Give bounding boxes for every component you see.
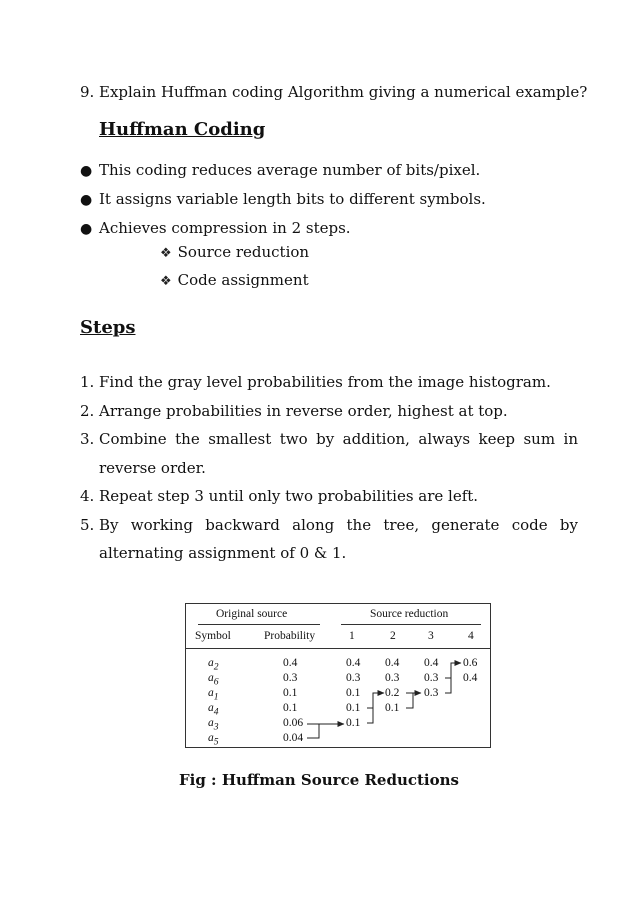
step-item: 2. Arrange probabilities in reverse order, highest at top. bbox=[80, 401, 508, 420]
step-item: 1. Find the gray level probabilities from the image histogram. bbox=[80, 373, 551, 391]
symbol-cell: $a_6$ bbox=[208, 672, 219, 688]
reduction-1-cell: 0.1 bbox=[346, 717, 361, 729]
arrow-prob-to-r1 bbox=[307, 724, 344, 738]
step-item: 4. Repeat step 3 until only two probabilities are left. bbox=[80, 487, 479, 505]
diamond-bullet-icon: ❖ bbox=[160, 246, 172, 261]
probability-cell: 0.06 bbox=[283, 717, 304, 729]
question-number: 9. bbox=[80, 83, 95, 101]
symbol-cell: $a_2$ bbox=[208, 657, 219, 673]
probability-cell: 0.4 bbox=[283, 657, 298, 669]
col-1: 1 bbox=[349, 630, 355, 642]
bullet-item: ● This coding reduces average number of bits/pixel. bbox=[80, 161, 481, 179]
question-text: Explain Huffman coding Algorithm giving a numerical example? bbox=[99, 83, 588, 101]
reduction-1-cell: 0.3 bbox=[346, 672, 361, 684]
sub-item-code-assignment: ❖ Code assignment bbox=[160, 271, 309, 289]
reduction-4-cell: 0.6 bbox=[463, 657, 478, 669]
reduction-1-cell: 0.4 bbox=[346, 657, 361, 669]
col-2: 2 bbox=[390, 630, 396, 642]
reduction-1-cell: 0.1 bbox=[346, 702, 361, 714]
reduction-3-cell: 0.3 bbox=[424, 672, 439, 684]
col-symbol: Symbol bbox=[195, 630, 231, 642]
reduction-2-cell: 0.2 bbox=[385, 687, 400, 699]
bullet-dot-icon: ● bbox=[80, 163, 93, 179]
reduction-2-cell: 0.1 bbox=[385, 702, 400, 714]
header-original-source: Original source bbox=[216, 608, 288, 620]
sub-item-source-reduction: ❖ Source reduction bbox=[160, 243, 310, 261]
reduction-3-cell: 0.3 bbox=[424, 687, 439, 699]
col-probability: Probability bbox=[264, 630, 316, 642]
question-line bbox=[80, 83, 587, 101]
section-heading-steps: Steps bbox=[80, 317, 136, 338]
symbol-cell: $a_1$ bbox=[208, 687, 219, 703]
col-3: 3 bbox=[428, 630, 434, 642]
figure-caption: Fig : Huffman Source Reductions bbox=[179, 771, 459, 789]
col-4: 4 bbox=[468, 630, 474, 642]
bullet-item: ● Achieves compression in 2 steps. bbox=[80, 219, 351, 237]
symbol-cell: $a_4$ bbox=[208, 702, 219, 718]
bullet-dot-icon: ● bbox=[80, 192, 93, 208]
bullet-item: ● It assigns variable length bits to different symbols. bbox=[80, 190, 486, 208]
bullet-list bbox=[80, 160, 486, 247]
section-heading-huffman: Huffman Coding bbox=[99, 119, 266, 140]
diamond-bullet-icon: ❖ bbox=[160, 274, 172, 289]
reduction-arrows bbox=[186, 604, 490, 747]
reduction-2-cell: 0.3 bbox=[385, 672, 400, 684]
step-item: 5. By working backward along the tree, generate code by alternating assignment of 0 & 1. bbox=[80, 515, 578, 562]
probability-cell: 0.3 bbox=[283, 672, 298, 684]
huffman-reduction-figure bbox=[185, 603, 491, 748]
bullet-dot-icon: ● bbox=[80, 221, 93, 237]
reduction-1-cell: 0.1 bbox=[346, 687, 361, 699]
symbol-cell: $a_5$ bbox=[208, 732, 219, 748]
step-item: 3. Combine the smallest two by addition, always keep sum in reverse order. bbox=[80, 430, 578, 477]
reduction-4-cell: 0.4 bbox=[463, 672, 478, 684]
reduction-2-cell: 0.4 bbox=[385, 657, 400, 669]
probability-cell: 0.1 bbox=[283, 702, 298, 714]
arrow-r2-to-r3 bbox=[406, 693, 421, 708]
arrow-r1-to-r2 bbox=[367, 693, 384, 723]
reduction-3-cell: 0.4 bbox=[424, 657, 439, 669]
probability-cell: 0.04 bbox=[283, 732, 304, 744]
probability-cell: 0.1 bbox=[283, 687, 298, 699]
arrow-r3-to-r4 bbox=[445, 663, 461, 693]
symbol-cell: $a_3$ bbox=[208, 717, 219, 733]
steps-list bbox=[80, 368, 578, 568]
header-source-reduction: Source reduction bbox=[370, 608, 449, 620]
